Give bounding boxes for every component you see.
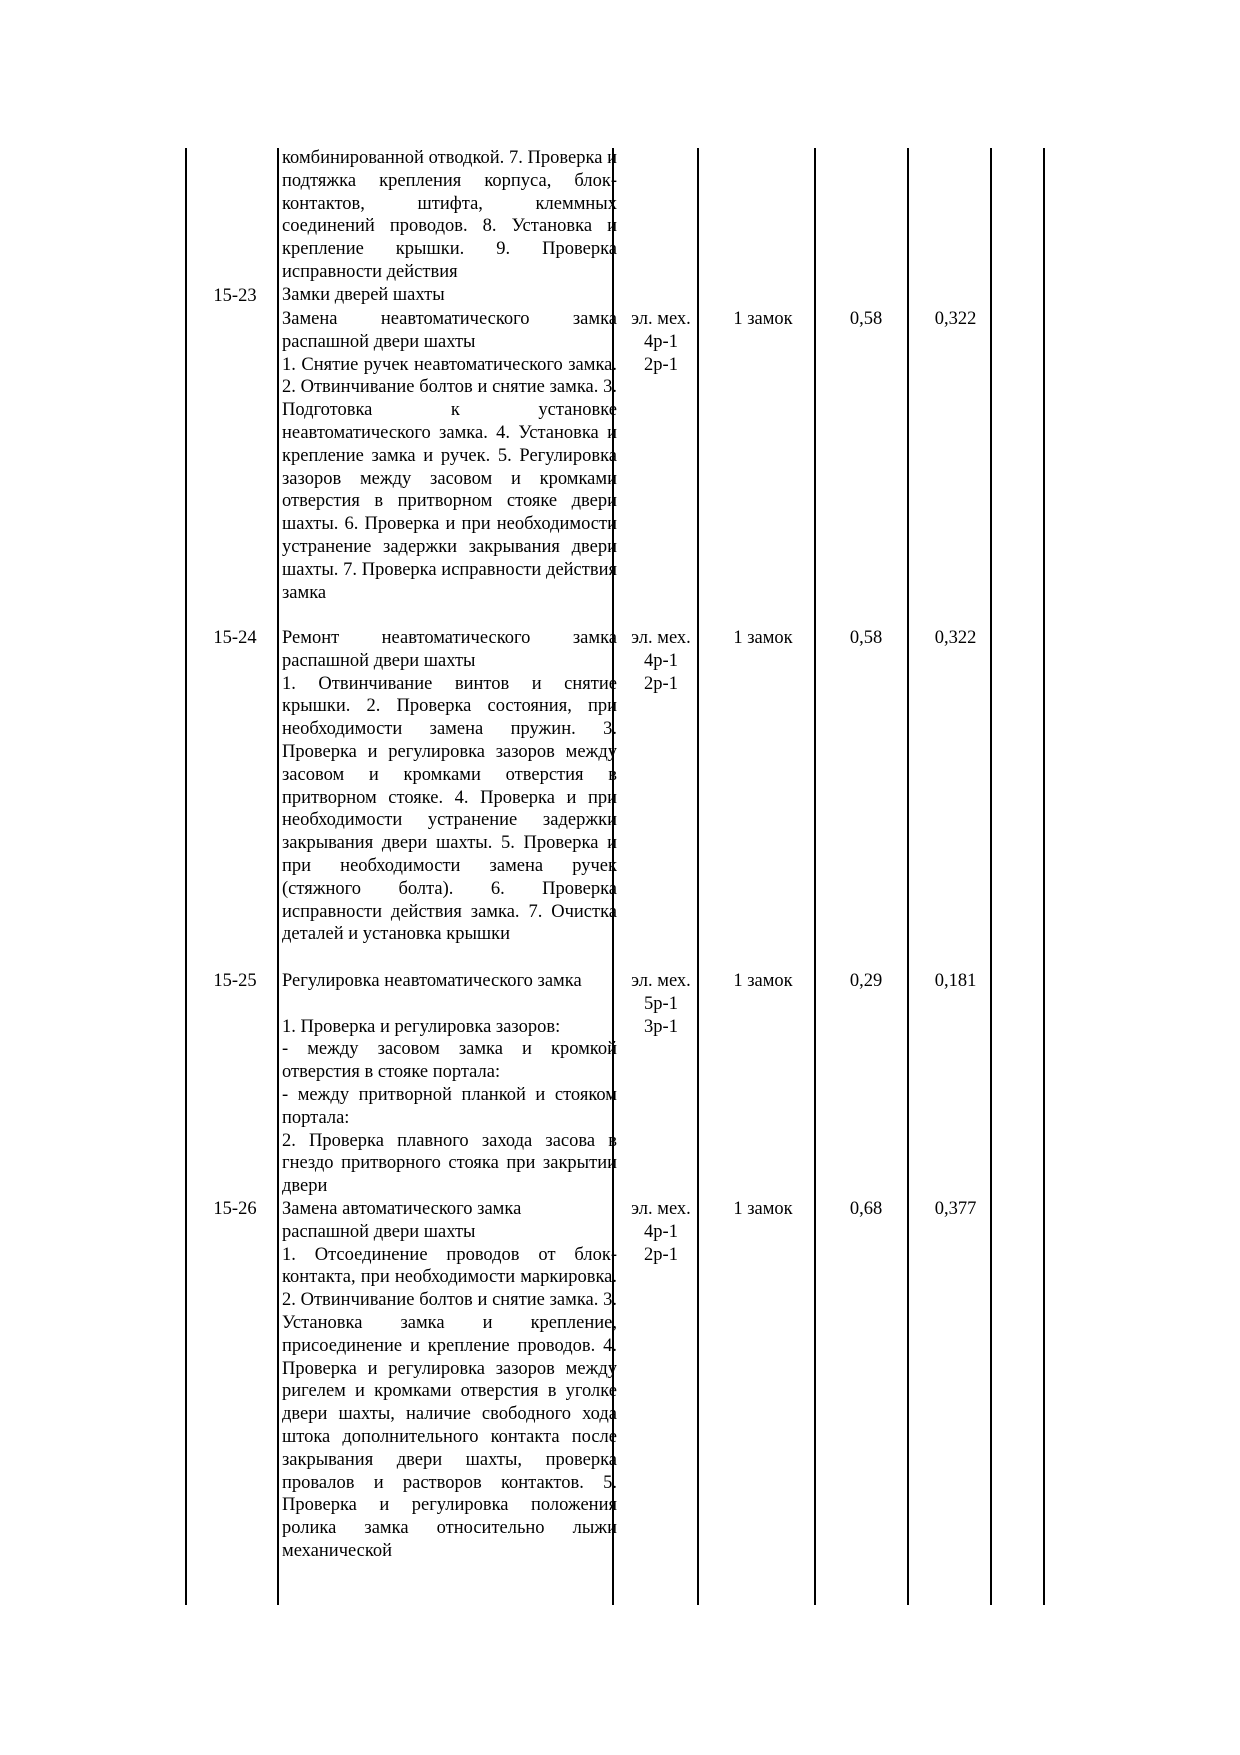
description-cell xyxy=(282,1198,617,1563)
operation-steps: 1. Отвинчивание винтов и снятие крышки. 2. Проверка состояния, при необходимости замена пружин. 3. Проверка и регулировка зазоров между засовом и кромками отверстия в притворном стояке. 4. Проверка и при необходимости устранение задержки закрывания двери шахты. 5. Проверка и при необходимости замена ручек (стяжного болта). 6. Проверка исправности действия замка. 7. Очистка деталей и установка крышки xyxy=(282,673,617,945)
performer-role: эл. мех. xyxy=(631,309,691,329)
performer-grade: 4р-1 xyxy=(644,331,678,352)
operation-title: Замена неавтоматического замка распашной двери шахты xyxy=(282,309,617,352)
table-rule-after-unit xyxy=(814,148,816,1605)
item-number: 15-26 xyxy=(213,1199,257,1219)
item-number: 15-24 xyxy=(213,628,257,648)
table-border-right xyxy=(1043,148,1045,1605)
operation-steps-intro: 1. Проверка и регулировка зазоров: xyxy=(282,1016,561,1037)
performer-grade: 4р-1 xyxy=(644,650,678,671)
operation-title: Регулировка неавтоматического замка xyxy=(282,971,582,991)
norm-value-1: 0,68 xyxy=(849,1199,883,1219)
description-cell xyxy=(282,970,617,1198)
norm-value-1: 0,58 xyxy=(849,628,883,648)
performer-grade: 2р-1 xyxy=(644,1244,678,1265)
section-heading: Замки дверей шахты xyxy=(282,284,445,305)
operation-title: Ремонт неавтоматического замка распашной двери шахты xyxy=(282,628,617,671)
norm-value-2: 0,322 xyxy=(934,309,977,329)
performer-grade: 3р-1 xyxy=(644,1016,678,1037)
table-rule-after-norm2 xyxy=(990,148,992,1605)
item-number: 15-23 xyxy=(213,286,257,306)
operation-title-line2: распашной двери шахты xyxy=(282,1221,476,1242)
performer-cell xyxy=(617,308,705,376)
performer-cell xyxy=(617,1198,705,1266)
performer-grade: 4р-1 xyxy=(644,1221,678,1242)
performer-cell xyxy=(617,627,705,695)
operation-steps: 1. Отсоединение проводов от блок-контакта, при необходимости маркировка. 2. Отвинчивание болтов и снятие замка. 3. Установка замка и крепление, присоединение и крепление проводов. 4. Проверка и регулировка зазоров между ригелем и кромками отверстия в уголке двери шахты, наличие свободного хода штока дополнительного контакта после закрывания двери шахты, проверка провалов и растворов контактов. 5. Проверка и регулировка положения ролика замка относительно лыжи механической xyxy=(282,1244,617,1561)
unit-cell: 1 замок xyxy=(733,628,793,648)
operation-title: Замена автоматического замка xyxy=(282,1199,522,1219)
norm-value-1: 0,29 xyxy=(849,971,883,991)
operation-steps-item: 2. Проверка плавного захода засова в гнездо притворного стояка при закрытии двери xyxy=(282,1130,617,1197)
operation-steps-item: - между притворной планкой и стояком портала: xyxy=(282,1084,617,1128)
performer-grade: 5р-1 xyxy=(644,993,678,1014)
description-cell xyxy=(282,308,617,604)
item-number: 15-25 xyxy=(213,971,257,991)
performer-cell xyxy=(617,970,705,1038)
table-border-left xyxy=(185,148,187,1605)
performer-grade: 2р-1 xyxy=(644,673,678,694)
table-rule-after-number xyxy=(277,148,279,1605)
performer-role: эл. мех. xyxy=(631,628,691,648)
operation-steps-item: - между засовом замка и кромкой отверстия в стояке портала: xyxy=(282,1039,617,1083)
unit-cell: 1 замок xyxy=(733,309,793,329)
unit-cell: 1 замок xyxy=(733,971,793,991)
performer-role: эл. мех. xyxy=(631,971,691,991)
performer-grade: 2р-1 xyxy=(644,354,678,375)
description-cell xyxy=(282,147,617,307)
unit-cell: 1 замок xyxy=(733,1199,793,1219)
description-cell xyxy=(282,627,617,946)
performer-role: эл. мех. xyxy=(631,1199,691,1219)
operation-steps: 1. Снятие ручек неавтоматического замка. 2. Отвинчивание болтов и снятие замка. 3. Подготовка к установке неавтоматического замка. 4. Установка и крепление замка и ручек. 5. Регулировка зазоров между засовом и кромками отверстия в притворном стояке двери шахты. 6. Проверка и при необходимости устранение задержки закрывания двери шахты. 7. Проверка исправности действия замка xyxy=(282,354,617,603)
table-rule-after-norm1 xyxy=(907,148,909,1605)
norm-value-2: 0,181 xyxy=(934,971,977,991)
continuation-text: комбинированной отводкой. 7. Проверка и подтяжка крепления корпуса, блок-контактов, штифта, клеммных соединений проводов. 8. Установка и крепление крышки. 9. Проверка исправности действия xyxy=(282,148,617,282)
norm-value-2: 0,377 xyxy=(934,1199,977,1219)
norm-value-2: 0,322 xyxy=(934,628,977,648)
norm-value-1: 0,58 xyxy=(849,309,883,329)
